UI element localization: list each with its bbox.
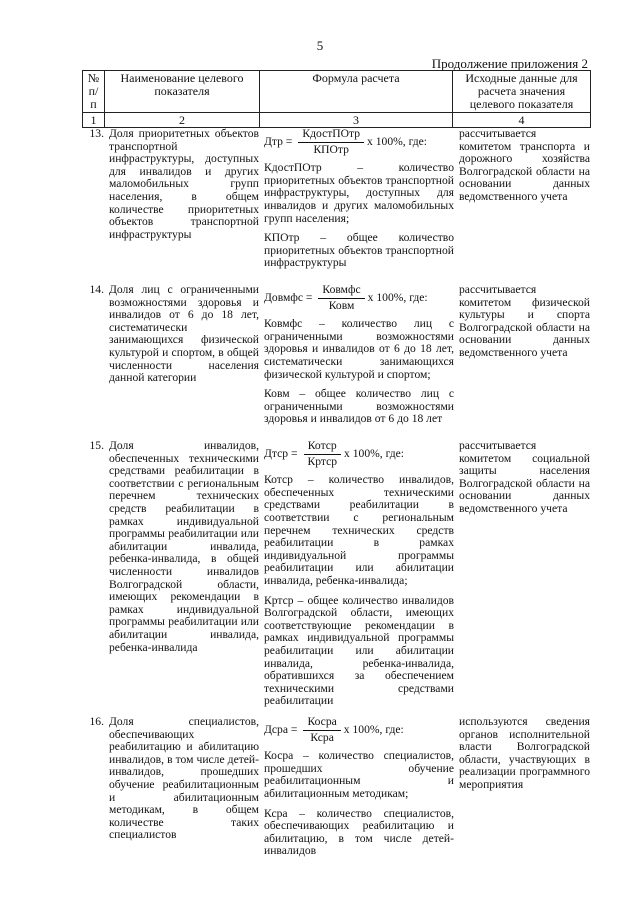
column-number-2: 2 (105, 113, 260, 128)
formula-rhs: х 100%, где: (343, 722, 404, 736)
fraction (318, 284, 364, 312)
definition: Косра – количество специалистов, прошедших обучение реабилитационным и абилитационным методикам; (264, 749, 454, 800)
row-number: 15. (89, 439, 104, 452)
formula (264, 128, 454, 156)
formula-lhs: Дсра = (264, 722, 298, 736)
header-formula: Формула расчета (260, 71, 453, 113)
formula-rhs: х 100%, где: (367, 290, 428, 304)
formula (264, 440, 454, 468)
definition: Ковмфс – количество лиц с ограниченными возможностями здоровья и инвалидов от 6 до 18 лет, систематически занимающихся физической культурой и спортом; (264, 317, 454, 381)
fraction (303, 716, 340, 744)
definition: Ксра – количество специалистов, обеспечивающих реабилитацию и абилитацию, в том числе детей-инвалидов (264, 806, 454, 858)
indicator-name: Доля инвалидов, обеспеченных техническими средствами реабилитации в соответствии с региональным перечнем технических средств реабилитации в рамках индивидуальной программы реабилитации или абилитации инвалида, ребенка-инвалида, в общей численности инвалидов Волгоградской области, имеющих рекомендации в рамках индивидуальной программы реабилитации или абилитации инвалида, ребенка-инвалида (109, 439, 259, 654)
row-number: 16. (89, 715, 104, 728)
source-data: рассчитывается комитетом физической культуры и спорта Волгоградской области на основании данных ведомственного учета (459, 283, 590, 359)
definition: Ковм – общее количество лиц с ограниченными возможностями здоровья и инвалидов от 6 до 18 лет (264, 387, 454, 426)
header-source-data: Исходные данные для расчета значения целевого показателя (453, 71, 591, 113)
definition: КПОтр – общее количество приоритетных объектов транспортной инфраструктуры (264, 231, 454, 270)
page-number: 5 (316, 38, 324, 53)
formula (264, 716, 454, 744)
definition: КдостПОтр – количество приоритетных объектов транспортной инфраструктуры, доступных для инвалидов и других маломобильных групп населения; (264, 161, 454, 225)
numerator: Косра (303, 716, 340, 731)
fraction (298, 128, 364, 156)
formula-cell (264, 284, 454, 433)
source-data: используются сведения органов исполнительной власти Волгоградской области, участвующих в реализации программного мероприятия (459, 715, 590, 791)
formula-cell (264, 128, 454, 277)
formula-lhs: Дтср = (264, 446, 298, 460)
numerator: КдостПОтр (298, 128, 364, 143)
column-number-1: 1 (83, 113, 105, 128)
column-number-4: 4 (453, 113, 591, 128)
formula-lhs: Довмфс = (264, 290, 313, 304)
indicator-name: Доля специалистов, обеспечивающих реабилитацию и абилитацию инвалидов, в том числе детей-инвалидов, прошедших обучение реабилитационным и абилитационным методикам, в общем количестве таких специалистов (109, 715, 259, 842)
formula-cell (264, 440, 454, 715)
indicator-table-header (82, 70, 591, 128)
denominator: Ксра (310, 730, 334, 744)
column-number-3: 3 (260, 113, 453, 128)
header-number: № п/п (83, 71, 105, 113)
definition: Кртср – общее количество инвалидов Волгоградской области, имеющих соответствующие рекомендации в рамках индивидуальной программы реабилитации или абилитации инвалида, ребенка-инвалида, обратившихся за обеспечением техническими средствами реабилитации (264, 593, 454, 708)
indicator-name: Доля лиц с ограниченными возможностями здоровья и инвалидов от 6 до 18 лет, систематически занимающихся физической культурой и спортом, в общей численности населения данной категории (109, 283, 259, 385)
formula-cell (264, 716, 454, 865)
formula (264, 284, 454, 312)
numerator: Ковмфс (318, 284, 364, 299)
denominator: КПОтр (313, 142, 349, 156)
formula-lhs: Дтр = (264, 134, 293, 148)
source-data: рассчитывается комитетом социальной защиты населения Волгоградской области на основании данных ведомственного учета (459, 439, 590, 515)
denominator: Кртср (307, 454, 338, 468)
formula-rhs: х 100%, где: (367, 134, 428, 148)
header-indicator-name: Наименование целевого показателя (105, 71, 260, 113)
row-number: 14. (89, 283, 104, 296)
denominator: Ковм (328, 298, 355, 312)
numerator: Котср (304, 440, 341, 455)
row-number: 13. (89, 127, 104, 140)
continuation-caption: Продолжение приложения 2 (431, 56, 588, 71)
source-data: рассчитывается комитетом транспорта и дорожного хозяйства Волгоградской области на основании данных ведомственного учета (459, 127, 590, 203)
fraction (304, 440, 342, 468)
definition: Котср – количество инвалидов, обеспеченных техническими средствами реабилитации в соответствии с региональным перечнем технических средств реабилитации в рамках индивидуальной программы реабилитации или абилитации инвалида, ребенка-инвалида; (264, 473, 454, 587)
formula-rhs: х 100%, где: (344, 446, 405, 460)
indicator-name: Доля приоритетных объектов транспортной инфраструктуры, доступных для инвалидов и других маломобильных групп населения, в общем количестве приоритетных объектов транспортной инфраструктуры (109, 127, 259, 241)
